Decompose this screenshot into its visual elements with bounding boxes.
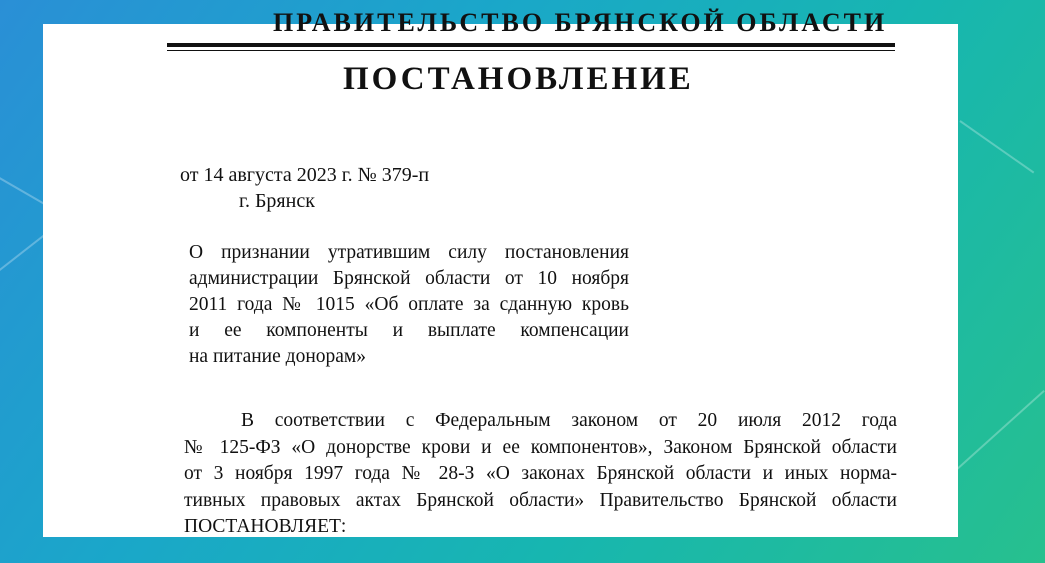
document-city: г. Брянск bbox=[239, 190, 315, 212]
header-rule-thick bbox=[167, 43, 895, 47]
document-subject bbox=[189, 242, 629, 372]
subject-line: администрации Брянской области от 10 ноября bbox=[189, 268, 629, 289]
document-title: ПОСТАНОВЛЕНИЕ bbox=[343, 61, 694, 97]
body-line: № 125-ФЗ «О донорстве крови и ее компонентов», Законом Брянской области bbox=[184, 436, 897, 458]
header-rule-thin bbox=[167, 50, 895, 51]
document-page bbox=[43, 8, 958, 537]
body-line: В соответствии с Федеральным законом от 20 июля 2012 года bbox=[241, 410, 897, 431]
document-header: ПРАВИТЕЛЬСТВО БРЯНСКОЙ ОБЛАСТИ bbox=[273, 8, 888, 37]
document-body bbox=[184, 410, 897, 543]
background-decor-line bbox=[954, 390, 1045, 472]
body-line: тивных правовых актах Брянской области» Правительство Брянской области bbox=[184, 489, 897, 511]
document-date-number: от 14 августа 2023 г. № 379-п bbox=[180, 164, 430, 186]
body-line: от 3 ноября 1997 года № 28-З «О законах Брянской области и иных норма- bbox=[184, 463, 897, 484]
body-line: ПОСТАНОВЛЯЕТ: bbox=[184, 516, 347, 537]
background-decor-line bbox=[959, 120, 1034, 173]
subject-line: О признании утратившим силу постановления bbox=[189, 242, 629, 263]
subject-line: 2011 года № 1015 «Об оплате за сданную кровь bbox=[189, 294, 629, 315]
subject-line: и ее компоненты и выплате компенсации bbox=[189, 320, 629, 341]
subject-line: на питание донорам» bbox=[189, 346, 367, 367]
